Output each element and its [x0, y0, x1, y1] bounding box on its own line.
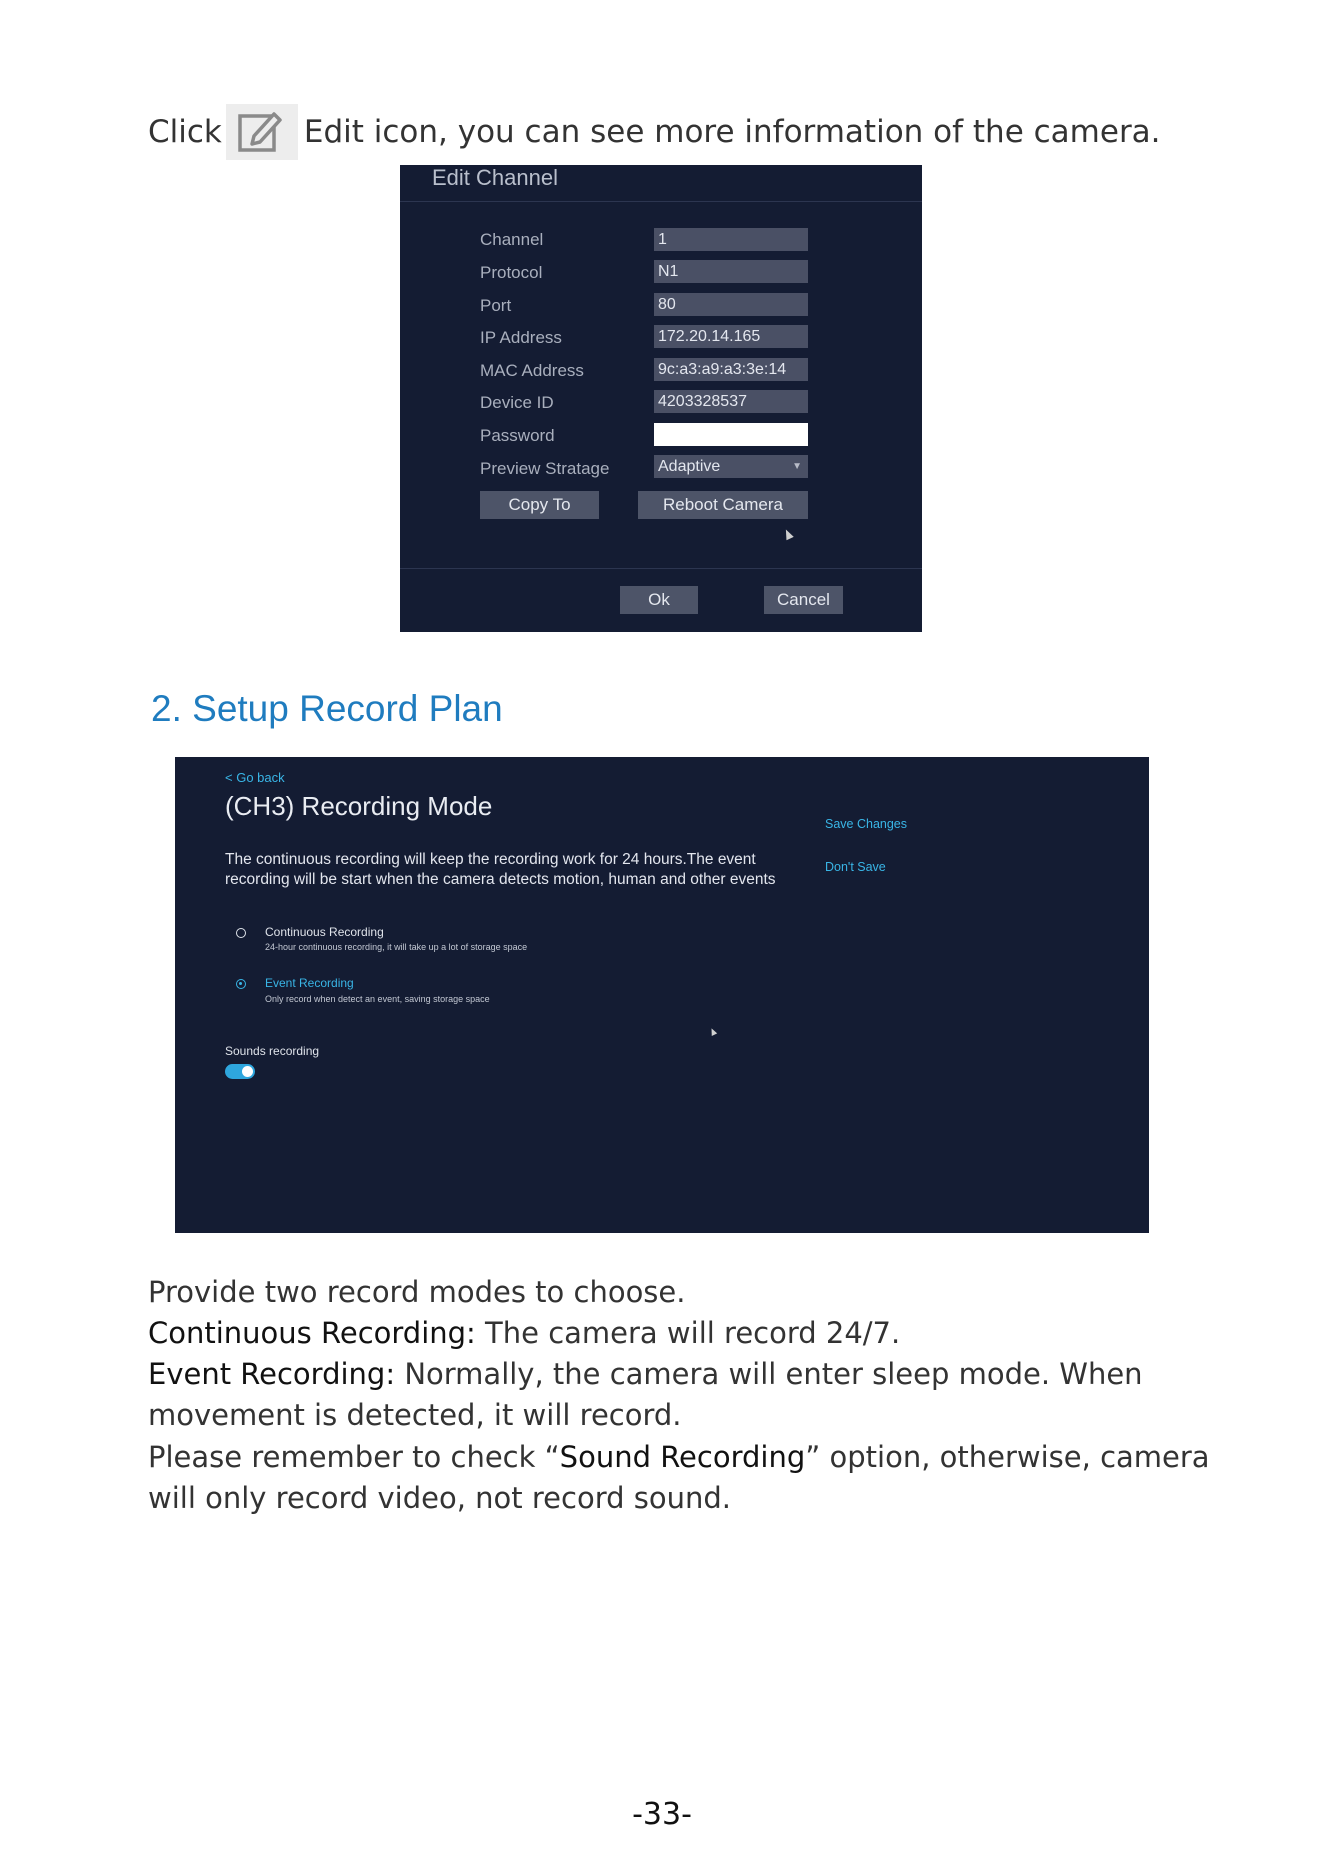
continuous-recording-subtitle: 24-hour continuous recording, it will take up a lot of storage space	[265, 942, 528, 952]
preview-strategy-select[interactable]	[654, 455, 808, 478]
intro-click-text: Click	[148, 114, 222, 150]
title-divider	[400, 201, 922, 202]
body-line-continuous	[148, 1313, 900, 1354]
ok-button[interactable]: Ok	[620, 586, 698, 614]
remember-bold: Sound Recording	[559, 1440, 806, 1474]
mac-address-field[interactable]: 9c:a3:a9:a3:3e:14	[654, 358, 808, 381]
recording-mode-description: The continuous recording will keep the recording work for 24 hours.The event recording will be start when the camera detects motion, human and other events	[225, 851, 776, 888]
device-id-field[interactable]: 4203328537	[654, 390, 808, 413]
reboot-camera-button[interactable]: Reboot Camera	[638, 491, 808, 519]
body-line-1: Provide two record modes to choose.	[148, 1275, 686, 1309]
go-back-link[interactable]: < Go back	[225, 770, 285, 785]
field-label-protocol: Protocol	[480, 263, 543, 282]
mouse-cursor-icon	[782, 528, 793, 540]
channel-field[interactable]: 1	[654, 228, 808, 251]
event-text: Normally, the camera will enter sleep mode. When	[395, 1357, 1143, 1391]
event-recording-label[interactable]: Event Recording	[265, 976, 354, 990]
event-recording-subtitle: Only record when detect an event, saving storage space	[265, 994, 490, 1004]
intro-line	[148, 104, 1161, 160]
body-line-remember-2: will only record video, not record sound.	[148, 1481, 731, 1515]
mouse-cursor-icon	[709, 1027, 717, 1036]
protocol-field[interactable]: N1	[654, 260, 808, 283]
body-line-remember	[148, 1437, 1210, 1478]
ip-address-field[interactable]: 172.20.14.165	[654, 325, 808, 348]
port-field[interactable]: 80	[654, 293, 808, 316]
field-label-mac: MAC Address	[480, 361, 584, 380]
edit-channel-title: Edit Channel	[432, 165, 558, 190]
preview-strategy-value: Adaptive	[658, 458, 721, 475]
save-changes-link[interactable]: Save Changes	[825, 817, 908, 831]
intro-after-text: Edit icon, you can see more information of the camera.	[303, 114, 1161, 150]
continuous-label: Continuous Recording:	[148, 1316, 476, 1350]
chevron-down-icon: ▼	[792, 461, 802, 472]
recording-mode-panel	[175, 757, 1149, 1233]
body-line-event	[148, 1354, 1143, 1395]
event-recording-radio[interactable]	[236, 979, 246, 989]
field-label-password: Password	[480, 426, 555, 445]
remember-post: ” option, otherwise, camera	[805, 1440, 1210, 1474]
page-number: -33-	[632, 1797, 692, 1832]
sounds-recording-toggle[interactable]	[225, 1064, 255, 1079]
field-label-device-id: Device ID	[480, 393, 554, 412]
password-field[interactable]	[654, 423, 808, 446]
event-label: Event Recording:	[148, 1357, 396, 1391]
edit-channel-panel	[400, 165, 922, 632]
cancel-button[interactable]: Cancel	[764, 586, 843, 614]
dont-save-link[interactable]: Don't Save	[825, 860, 886, 874]
section-heading: 2. Setup Record Plan	[151, 688, 503, 729]
body-line-event-2: movement is detected, it will record.	[148, 1398, 682, 1432]
recording-mode-title: (CH3) Recording Mode	[225, 791, 493, 821]
field-label-port: Port	[480, 296, 512, 315]
continuous-recording-label[interactable]: Continuous Recording	[265, 925, 384, 939]
copy-to-button[interactable]: Copy To	[480, 491, 599, 519]
continuous-recording-radio[interactable]	[236, 928, 246, 938]
edit-icon	[226, 104, 298, 160]
sounds-recording-label: Sounds recording	[225, 1044, 320, 1058]
footer-divider	[400, 568, 922, 569]
continuous-text: The camera will record 24/7.	[475, 1316, 901, 1350]
field-label-channel: Channel	[480, 230, 544, 249]
remember-pre: Please remember to check “	[148, 1440, 560, 1474]
field-label-ip: IP Address	[480, 328, 562, 347]
field-label-preview: Preview Stratage	[480, 459, 610, 478]
